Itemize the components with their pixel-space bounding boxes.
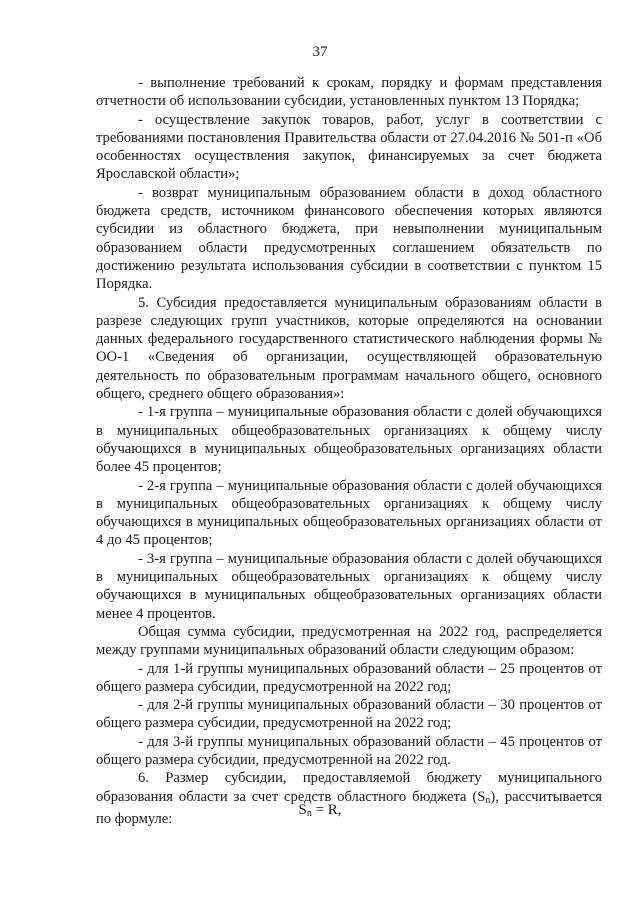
paragraph-refund: - возврат муниципальным образованием области в доход областного бюджета средств, источником финансового обеспечения которых являются субсидии из областного бюджета, при невыполнении муниципальным образованием области предусмотренных соглашением обязательств по достижению результата использования субсидии в соответствии с пунктом 15 Порядка. — [96, 184, 602, 293]
section-6-text: 6. Размер субсидии, предоставляемой бюджету муниципального образования области за счет средств областного бюджета (S — [96, 770, 602, 805]
section-6-subscript: n — [485, 794, 491, 806]
paragraph-distribution: Общая сумма субсидии, предусмотренная на 2022 год, распределяется между группами муниципальных образований области следующим образом: — [96, 623, 602, 659]
formula-lhs: S — [298, 802, 307, 818]
paragraph-procurement: - осуществление закупок товаров, работ, услуг в соответствии с требованиями постановления Правительства области от 27.04.2016 № 501-п «Об особенностях осуществления закупок, финансируемых за счет бюджета Ярославской области»; — [96, 111, 602, 183]
formula-rhs: = R, — [311, 802, 342, 818]
paragraph-reporting-requirements: - выполнение требований к срокам, порядку и формам представления отчетности об использовании субсидии, установленных пунктом 13 Порядка; — [96, 75, 602, 110]
formula-lhs-subscript: n — [306, 808, 312, 819]
paragraph-section-5: 5. Субсидия предоставляется муниципальным образованиям области в разрезе следующих групп участников, которые определяются на основании данных федерального государственного статистического наблюдения формы № ОО-1 «Сведения об организации, осуществляющей образовательную деятельность по образовательным программам начального общего, основного общего, среднего общего образования»: — [96, 294, 602, 403]
paragraph-share-group-2: - для 2-й группы муниципальных образований области – 30 процентов от общего размера субсидии, предусмотренной на 2022 год; — [96, 697, 602, 732]
page-number: 37 — [312, 44, 328, 60]
paragraph-group-2: - 2-я группа – муниципальные образования области с долей обучающихся в муниципальных общеобразовательных организациях к общему числу обучающихся в муниципальных общеобразовательных организациях области от 4 до 45 процентов; — [96, 477, 602, 549]
paragraph-share-group-3: - для 3-й группы муниципальных образований области – 45 процентов от общего размера субсидии, предусмотренной на 2022 год. — [96, 733, 602, 768]
paragraph-group-3: - 3-я группа – муниципальные образования области с долей обучающихся в муниципальных общеобразовательных организациях к общему числу обучающихся в муниципальных общеобразовательных организациях области менее 4 процентов. — [96, 550, 602, 622]
document-body — [96, 74, 602, 828]
paragraph-section-6 — [96, 769, 602, 828]
paragraph-share-group-1: - для 1-й группы муниципальных образований области – 25 процентов от общего размера субсидии, предусмотренной на 2022 год; — [96, 660, 602, 695]
paragraph-group-1: - 1-я группа – муниципальные образования области с долей обучающихся в муниципальных общеобразовательных организациях к общему числу обучающихся в муниципальных общеобразовательных организациях области более 45 процентов; — [96, 404, 602, 476]
formula — [0, 802, 640, 819]
section-6-tail: ), рассчитывается по формуле: — [96, 788, 602, 827]
